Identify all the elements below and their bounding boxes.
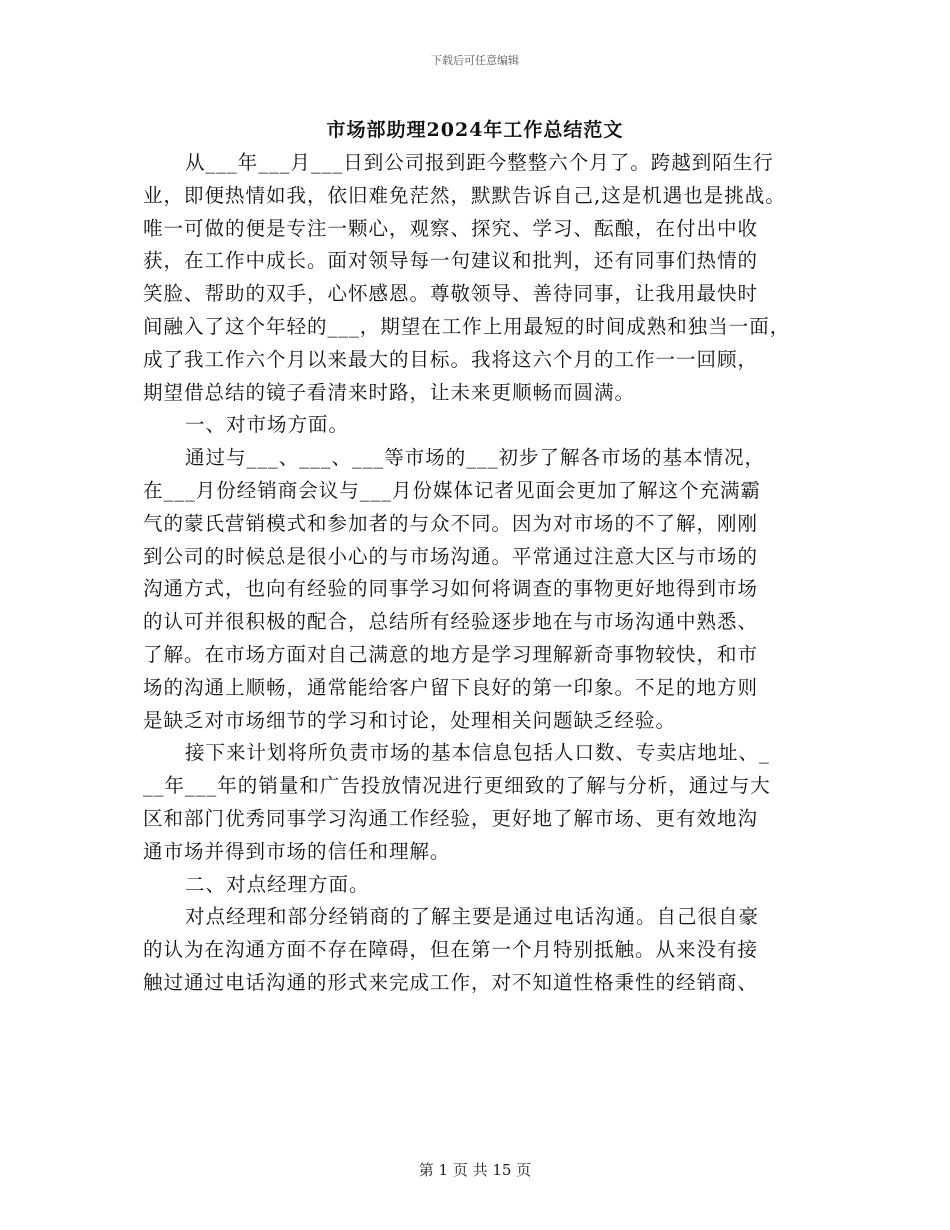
section-heading: 二、对点经理方面。 [185, 872, 370, 896]
page-footer: 第 1 页 共 15 页 [418, 1161, 532, 1179]
page-header: 下载后可任意编辑 [431, 54, 519, 67]
body-line: 了解。在市场方面对自己满意的地方是学习理解新奇事物较快，和市 [143, 642, 759, 666]
body-line: 到公司的时候总是很小心的与市场沟通。平常通过注意大区与市场的 [143, 544, 759, 568]
body-line: 在___月份经销商会议与___月份媒体记者见面会更加了解这个充满霸 [143, 478, 762, 502]
body-line: 场的沟通上顺畅，通常能给客户留下良好的第一印象。不足的地方则 [143, 675, 759, 699]
body-line: 期望借总结的镜子看清来时路，让未来更顺畅而圆满。 [143, 380, 636, 404]
body-line: __年___年的销量和广告投放情况进行更细致的了解与分析，通过与大 [143, 774, 771, 798]
body-line: 获，在工作中成长。面对领导每一句建议和批判，还有同事们热情的 [143, 249, 759, 273]
body-line: 区和部门优秀同事学习沟通工作经验，更好地了解市场、更有效地沟 [143, 806, 759, 830]
body-line: 对点经理和部分经销商的了解主要是通过电话沟通。自己很自豪 [185, 905, 760, 929]
body-line: 是缺乏对市场细节的学习和讨论，处理相关问题缺乏经验。 [143, 708, 677, 732]
body-line: 的认可并很积极的配合，总结所有经验逐步地在与市场沟通中熟悉、 [143, 610, 759, 634]
body-line: 接下来计划将所负责市场的基本信息包括人口数、专卖店地址、_ [185, 741, 770, 765]
body-line: 从___年___月___日到公司报到距今整整六个月了。跨越到陌生行 [185, 151, 774, 174]
body-line: 成了我工作六个月以来最大的目标。我将这六个月的工作一一回顾， [143, 347, 759, 371]
body-line: 间融入了这个年轻的___，期望在工作上用最短的时间成熟和独当一面， [143, 314, 791, 338]
body-line: 唯一可做的便是专注一颗心，观察、探究、学习、酝酿，在付出中收 [143, 216, 759, 240]
body-line: 的认为在沟通方面不存在障碍，但在第一个月特别抵触。从来没有接 [143, 938, 759, 962]
body-line: 沟通方式，也向有经验的同事学习如何将调查的事物更好地得到市场 [143, 577, 759, 601]
document-body [143, 147, 823, 1000]
body-line: 业，即便热情如我，依旧难免茫然，默默告诉自己,这是机遇也是挑战。 [143, 183, 786, 207]
section-heading: 一、对市场方面。 [185, 413, 350, 437]
body-line: 笑脸、帮助的双手，心怀感恩。尊敬领导、善待同事，让我用最快时 [143, 282, 759, 306]
body-line: 气的蒙氏营销模式和参加者的与众不同。因为对市场的不了解，刚刚 [143, 511, 759, 535]
body-line: 触过通过电话沟通的形式来完成工作，对不知道性格秉性的经销商、 [143, 970, 759, 994]
body-line: 通市场并得到市场的信任和理解。 [143, 839, 451, 863]
document-title: 市场部助理2024年工作总结范文 [326, 119, 624, 141]
body-line: 通过与___、___、___等市场的___初步了解各市场的基本情况， [185, 446, 766, 470]
